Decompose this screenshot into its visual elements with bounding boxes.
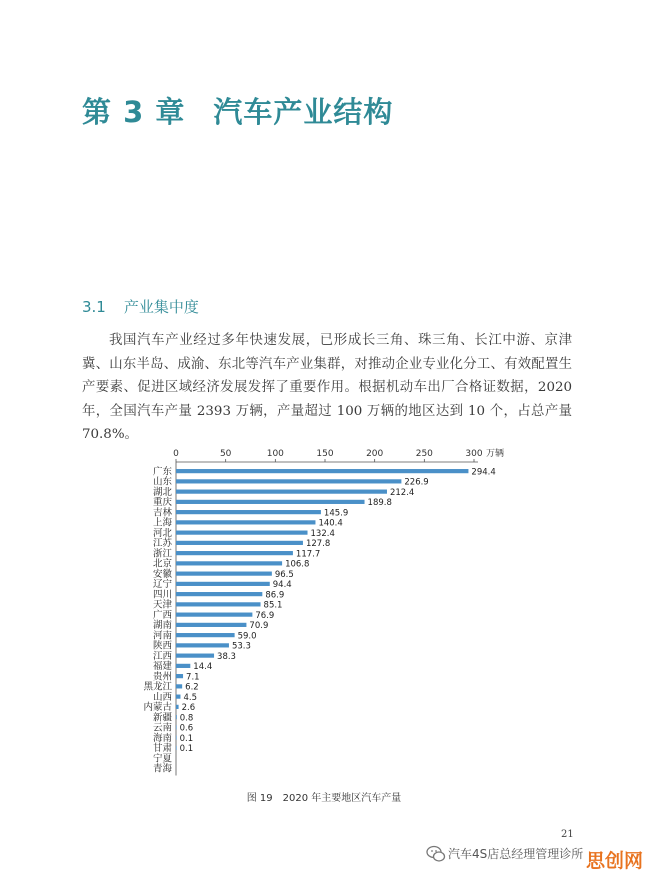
category-label: 浙江 [152, 548, 172, 560]
watermark-logo: 思创网 [586, 850, 644, 872]
bar-value-label: 0.1 [179, 733, 194, 744]
bar-value-label: 212.4 [389, 487, 415, 498]
category-label: 上海 [152, 517, 172, 529]
category-label: 安徽 [152, 568, 172, 580]
category-label: 海南 [152, 732, 172, 744]
bar [176, 705, 179, 709]
section-name: 产业集中度 [123, 298, 199, 316]
category-label: 北京 [152, 558, 172, 570]
category-label: 山东 [152, 476, 172, 488]
watermark-text: 汽车4S店总经理管理诊所 [448, 847, 584, 861]
bar [176, 561, 282, 565]
bar [176, 531, 308, 535]
bar-value-label: 2.6 [181, 703, 196, 714]
bar-value-label: 140.4 [318, 518, 343, 529]
bar-value-label: 70.9 [249, 621, 269, 632]
bar [176, 633, 235, 637]
bar [176, 643, 229, 647]
category-label: 黑龙江 [143, 681, 172, 693]
chapter-title [82, 90, 393, 131]
page-number: 21 [561, 829, 574, 840]
bar-value-label: 6.2 [185, 682, 199, 693]
bar-value-label: 0.1 [179, 744, 194, 755]
category-label: 广西 [152, 609, 172, 621]
category-label: 河南 [152, 630, 172, 642]
bar-value-label: 132.4 [310, 528, 335, 539]
category-label: 广东 [152, 466, 172, 478]
bar-value-label: 76.9 [255, 610, 275, 621]
x-tick-label: 250 [415, 449, 433, 459]
bar [176, 654, 214, 658]
category-label: 四川 [152, 589, 172, 601]
bar [176, 746, 177, 750]
bar [176, 479, 401, 483]
bar-value-label: 106.8 [285, 559, 310, 570]
bar-value-label: 127.8 [305, 539, 331, 550]
x-tick-label: 300 [465, 449, 483, 459]
figure-caption [0, 789, 648, 804]
section-title [82, 296, 199, 317]
bar [176, 736, 177, 740]
category-label: 甘肃 [152, 743, 172, 755]
chapter-name: 汽车产业结构 [213, 95, 394, 129]
bar [176, 551, 293, 555]
bar [176, 602, 261, 606]
category-label: 河北 [152, 527, 172, 539]
figure-number: 图 19 [246, 793, 273, 804]
category-label: 江苏 [152, 538, 172, 550]
body-paragraph: 我国汽车产业经过多年快速发展，已形成长三角、珠三角、长江中游、京津冀、山东半岛、成渝、东北等汽车产业集群，对推动企业专业化分工、有效配置生产要素、促进区域经济发展发挥了重要作用。根据机动车出厂合格证数据，2020 年，全国汽车产量 2393 万辆，产量超过 100 万辆的地区达到 10 个，占总产量 70.8%。 [82, 333, 572, 442]
bar-value-label: 189.8 [367, 498, 392, 509]
bar [176, 572, 272, 576]
x-tick-label: 0 [173, 449, 179, 459]
category-label: 贵州 [152, 671, 172, 683]
bar [176, 715, 177, 719]
bar [176, 510, 321, 514]
x-axis-unit-label: 万辆 [486, 449, 505, 459]
bar-value-label: 145.9 [323, 508, 349, 519]
bar [176, 582, 270, 586]
x-tick-label: 200 [366, 449, 384, 459]
category-label: 新疆 [152, 712, 172, 724]
category-label: 云南 [152, 722, 172, 734]
bar [176, 695, 180, 699]
bar [176, 500, 365, 504]
bar [176, 541, 303, 545]
figure-caption-text: 2020 年主要地区汽车产量 [282, 793, 402, 804]
category-label: 青海 [152, 763, 172, 775]
section-number: 3.1 [82, 298, 106, 316]
bar [176, 613, 252, 617]
bar [176, 664, 190, 668]
bar-value-label: 0.6 [179, 723, 194, 734]
x-tick-label: 150 [316, 449, 334, 459]
category-label: 天津 [152, 599, 172, 611]
bar-value-label: 53.3 [231, 641, 251, 652]
bar-value-label: 96.5 [274, 569, 294, 580]
category-label: 湖南 [152, 620, 172, 632]
bar [176, 725, 177, 729]
bar-value-label: 294.4 [471, 467, 496, 478]
category-label: 陕西 [152, 640, 172, 652]
bar-value-label: 59.0 [237, 631, 257, 642]
x-tick-label: 100 [266, 449, 284, 459]
wechat-icon [426, 844, 446, 864]
chapter-number: 第 3 章 [82, 95, 186, 129]
category-label: 福建 [152, 661, 172, 673]
category-label: 江西 [152, 650, 172, 662]
bar-value-label: 226.9 [404, 477, 429, 488]
category-label: 内蒙古 [143, 702, 172, 714]
category-label: 湖北 [152, 486, 172, 498]
bar-value-label: 94.4 [272, 580, 292, 591]
bar-value-label: 7.1 [186, 672, 200, 683]
bar-value-label: 38.3 [217, 651, 236, 662]
bar-value-label: 86.9 [265, 590, 285, 601]
bar [176, 520, 315, 524]
bar [176, 469, 468, 473]
bar-value-label: 85.1 [263, 600, 283, 611]
category-label: 山西 [152, 691, 172, 703]
category-label: 辽宁 [152, 579, 172, 591]
bar-value-label: 117.7 [295, 549, 321, 560]
bar [176, 490, 387, 494]
bar [176, 592, 262, 596]
bar [176, 674, 183, 678]
bar-value-label: 14.4 [193, 662, 213, 673]
category-label: 重庆 [152, 497, 172, 509]
bar [176, 623, 246, 627]
category-label: 吉林 [152, 507, 172, 519]
bar-value-label: 4.5 [183, 692, 198, 703]
category-label: 宁夏 [152, 753, 172, 765]
x-tick-label: 50 [219, 449, 232, 459]
bar-value-label: 0.8 [179, 713, 194, 724]
bar [176, 684, 182, 688]
watermark [426, 844, 648, 876]
